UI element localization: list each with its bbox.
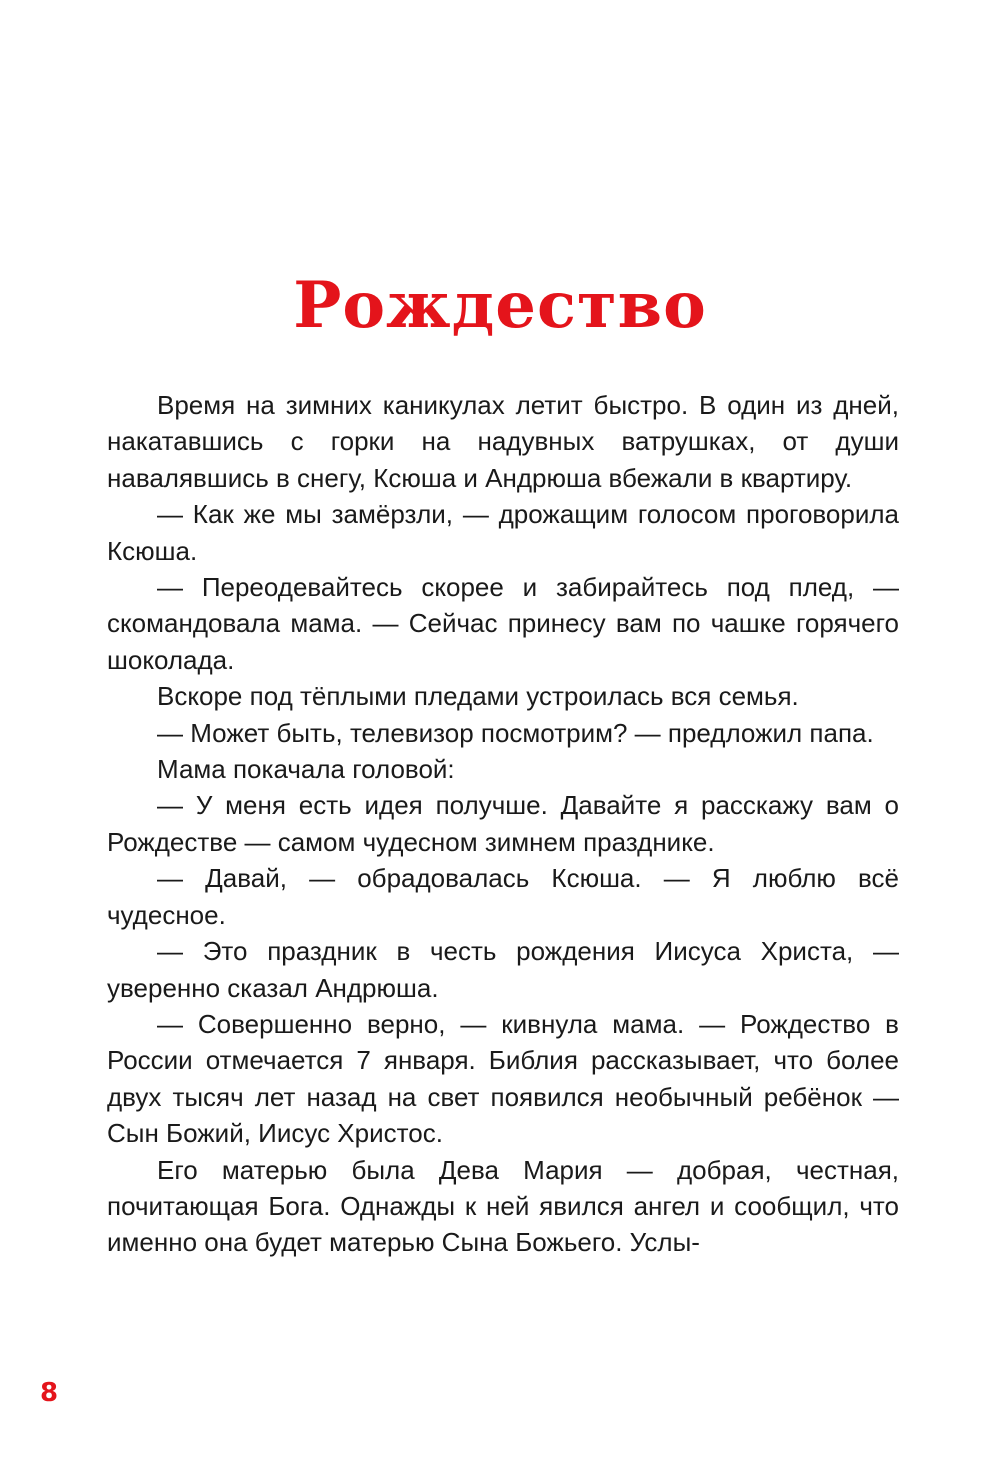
body-text xyxy=(107,387,899,1261)
paragraph: — Совершенно верно, — кивнула мама. — Рождество в России отмечается 7 января. Библия рассказывает, что более двух тысяч лет назад на свет появился необычный ребёнок — Сын Божий, Иисус Христос. xyxy=(107,1008,899,1149)
paragraph: Мама покачала головой: xyxy=(157,754,455,785)
page-number: 8 xyxy=(40,1378,59,1408)
paragraph: Время на зимних каникулах летит быстро. В один из дней, накатавшись с горки на надувных ватрушках, от души навалявшись в снегу, Ксюша и Андрюша вбежали в квартиру. xyxy=(107,390,899,493)
paragraph: — У меня есть идея получше. Давайте я расскажу вам о Рождестве — самом чудесном зимнем празднике. xyxy=(107,790,899,857)
paragraph: — Давай, — обрадовалась Ксюша. — Я люблю всё чудесное. xyxy=(107,863,899,930)
paragraph: — Переодевайтесь скорее и забирайтесь под плед, — скомандовала мама. — Сейчас принесу вам по чашке горячего шоколада. xyxy=(107,572,899,675)
paragraph: — Может быть, телевизор посмотрим? — предложил папа. xyxy=(157,717,874,748)
paragraph: Вскоре под тёплыми пледами устроилась вся семья. xyxy=(157,681,799,712)
paragraph: — Это праздник в честь рождения Иисуса Христа, — уверенно сказал Андрюша. xyxy=(107,936,899,1003)
chapter-title: Рождество xyxy=(293,267,707,343)
paragraph: — Как же мы замёрзли, — дрожащим голосом проговорила Ксюша. xyxy=(107,499,899,566)
paragraph: Его матерью была Дева Мария — добрая, честная, почитающая Бога. Однажды к ней явился ангел и сообщил, что именно она будет матерью Сына Божьего. Услы- xyxy=(107,1154,899,1258)
